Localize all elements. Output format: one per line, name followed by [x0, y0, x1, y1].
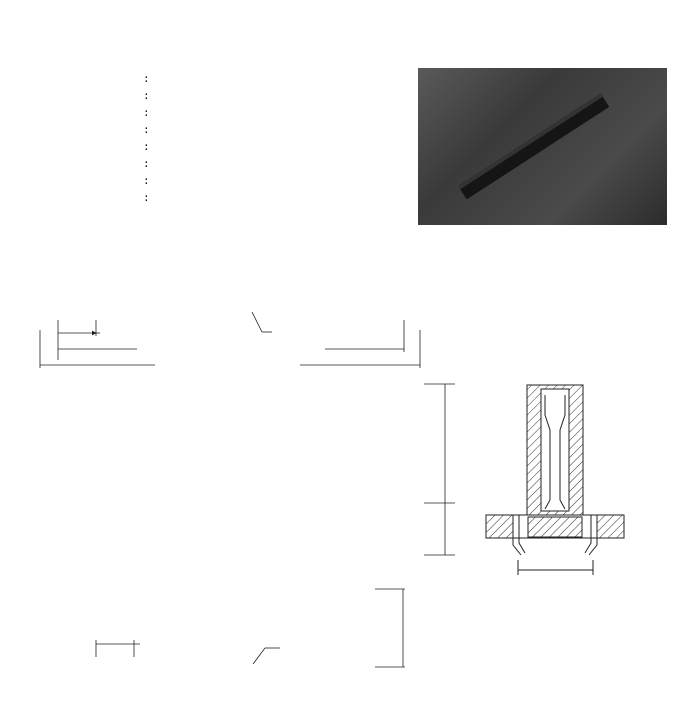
- spec-row: :: [10, 104, 410, 121]
- side-view: [486, 385, 624, 575]
- spec-row: :: [10, 155, 410, 172]
- front-dimensions: [424, 384, 455, 555]
- spec-row: :: [10, 189, 410, 206]
- spec-row: :: [10, 121, 410, 138]
- spec-row: :: [10, 87, 410, 104]
- spec-row: :: [10, 138, 410, 155]
- spec-row: :: [10, 172, 410, 189]
- spec-row: :: [10, 70, 410, 87]
- pcb-dimensions: [96, 589, 405, 667]
- top-dimensions: [40, 312, 420, 368]
